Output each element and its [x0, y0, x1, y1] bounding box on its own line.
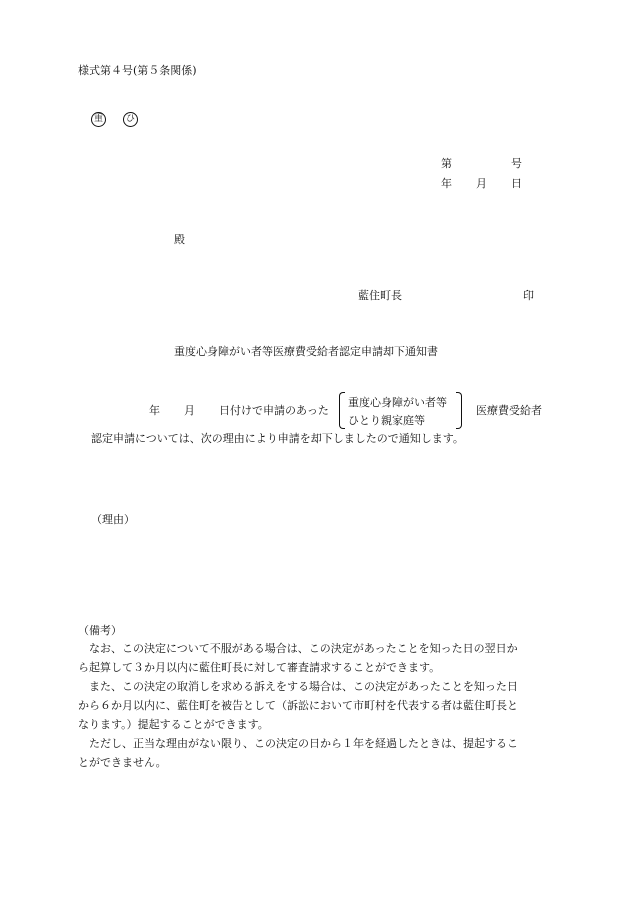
body-trail: 医療費受給者 — [476, 404, 542, 417]
ref-go: 号 — [511, 157, 522, 170]
reason-label: （理由） — [91, 513, 135, 526]
remark-line: から６か月以内に、藍住町を被告として（訴訟において市町村を代表する者は藍住町長と — [78, 699, 518, 712]
date-hi: 日 — [511, 177, 522, 190]
document-title: 重度心身障がい者等医療費受給者認定申請却下通知書 — [174, 345, 438, 358]
left-brace — [339, 392, 345, 429]
remark-line: とができません。 — [78, 756, 167, 769]
form-number: 様式第４号(第５条関係) — [78, 64, 197, 77]
seal-mark: 印 — [523, 289, 534, 302]
remark-line: また、この決定の取消しを求める訴えをする場合は、この決定があったことを知った日 — [78, 680, 518, 693]
date-nen: 年 — [441, 177, 452, 190]
option-hitori: ひとり親家庭等 — [348, 414, 425, 427]
ref-dai: 第 — [441, 157, 452, 170]
body-nen: 年 — [149, 404, 160, 417]
remark-line: なります。）提起することができます。 — [78, 718, 269, 731]
addressee-suffix: 殿 — [174, 233, 185, 246]
option-juudo: 重度心身障がい者等 — [348, 396, 447, 409]
date-tsuki: 月 — [476, 177, 487, 190]
right-brace — [456, 392, 462, 429]
remark-line: ただし、正当な理由がない限り、この決定の日から１年を経過したときは、提起するこ — [78, 737, 518, 750]
mark-juudo: 重 — [91, 112, 106, 127]
remarks-label: （備考） — [78, 624, 122, 637]
remark-line: ら起算して３か月以内に藍住町長に対して審査請求することができます。 — [78, 661, 441, 674]
remark-line: なお、この決定について不服がある場合は、この決定があったことを知った日の翌日か — [78, 642, 518, 655]
body-lead: 日付けで申請のあった — [219, 404, 329, 417]
category-marks — [91, 111, 138, 127]
mark-hitori: ひ — [123, 112, 138, 127]
body-line2: 認定申請については、次の理由により申請を却下しましたので通知します。 — [91, 432, 464, 445]
body-tsuki: 月 — [184, 404, 195, 417]
issuer-name: 藍住町長 — [358, 289, 402, 302]
